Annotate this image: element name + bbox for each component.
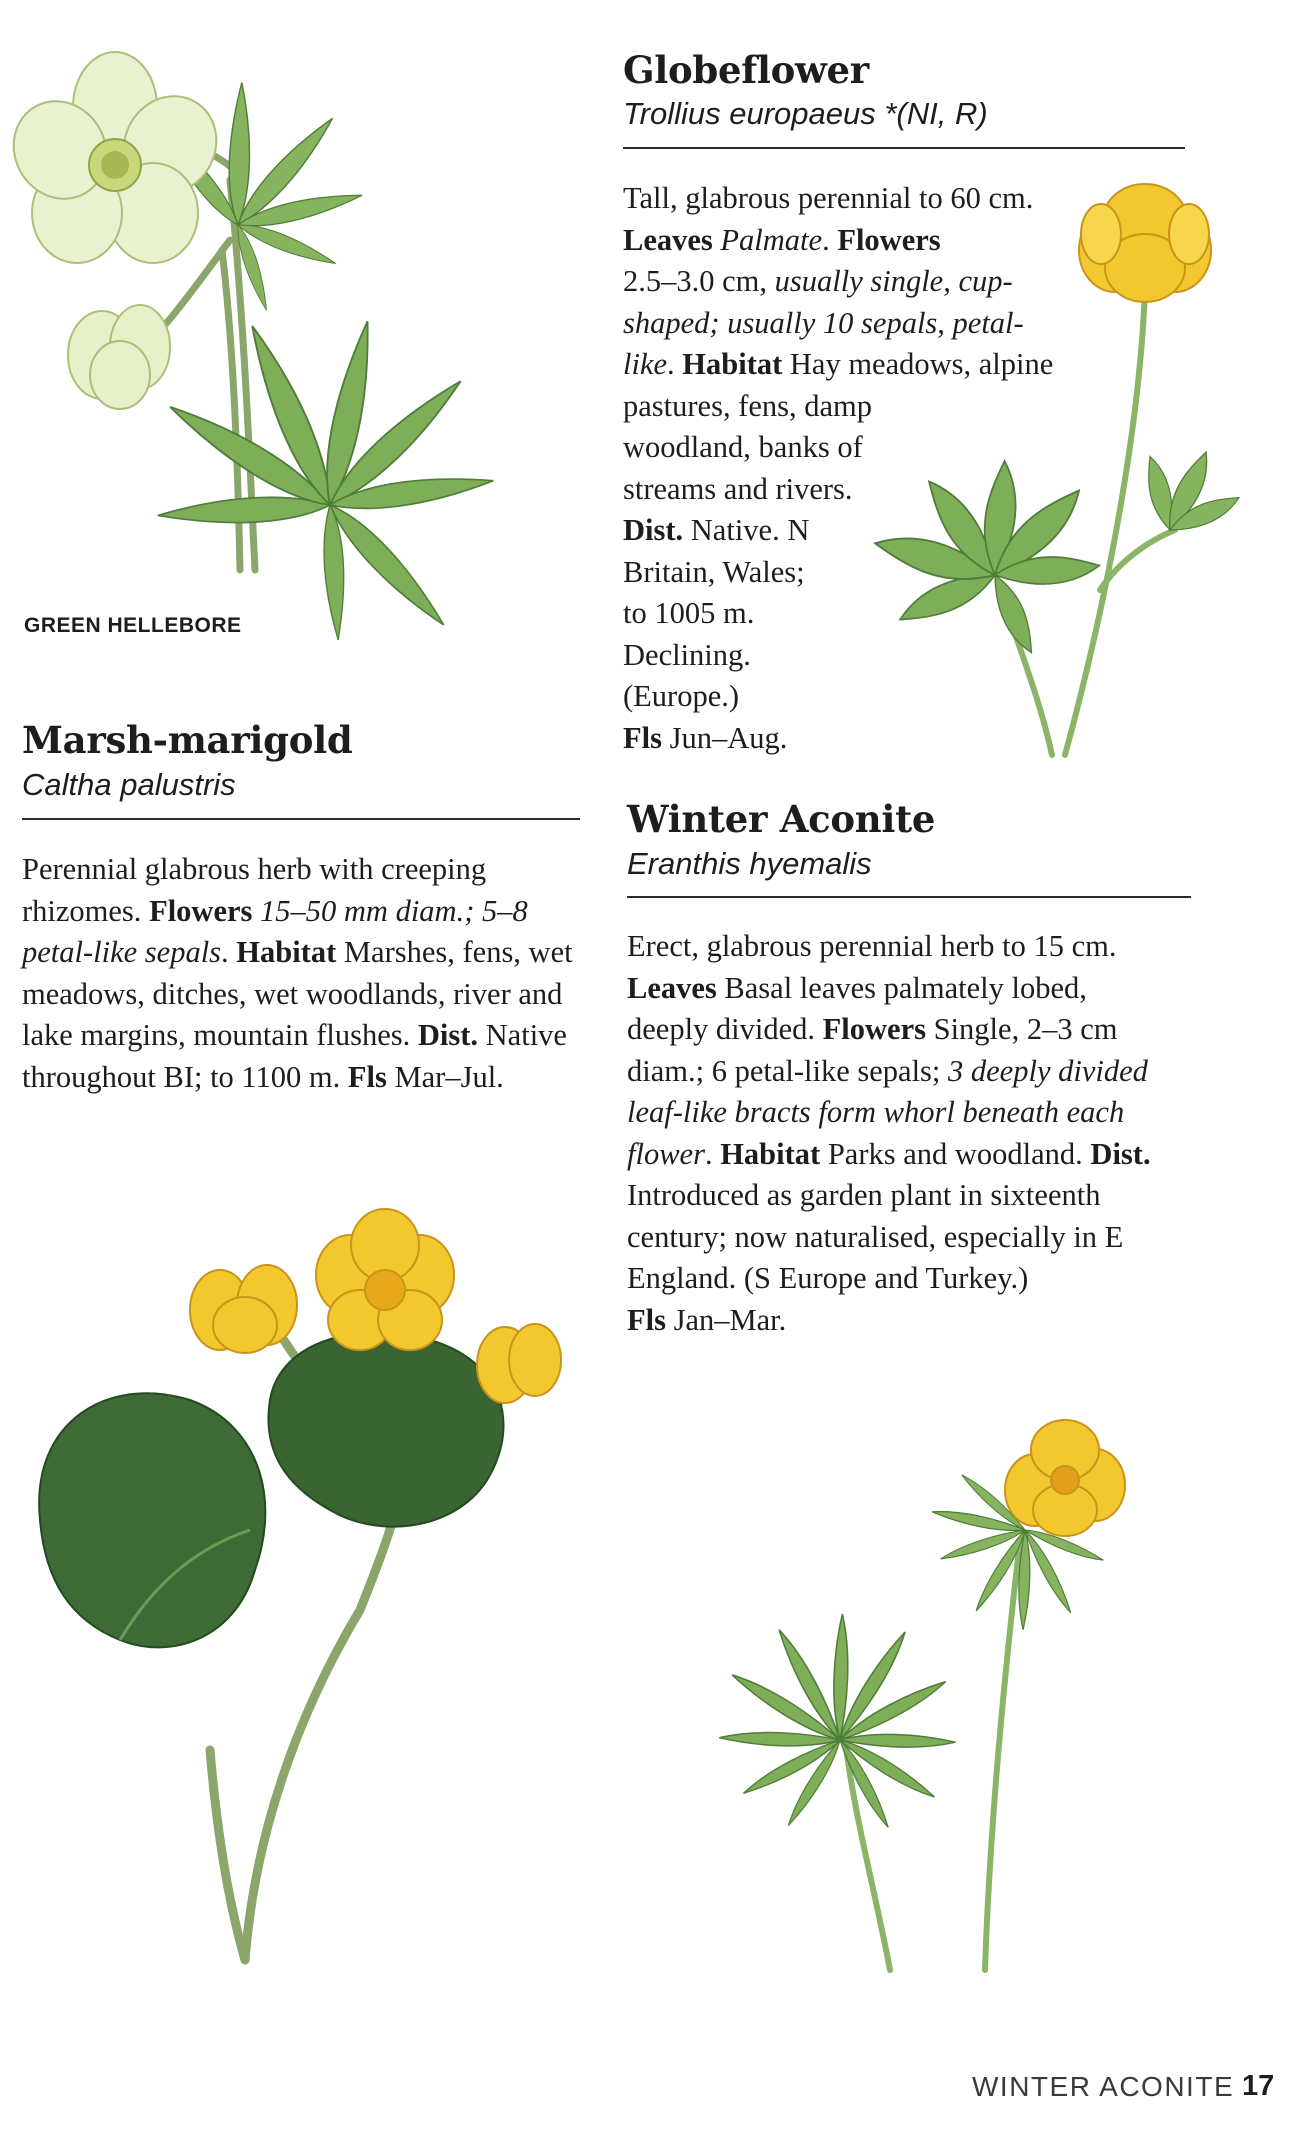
bold-term: Flowers [149,893,253,928]
text-line [627,1300,1151,1342]
text-run: woodland, banks of [623,430,863,464]
text-line [627,1051,1151,1093]
bold-term: Flowers [822,1012,926,1046]
marsh-leaf-upper [268,1333,503,1527]
text-line [623,261,1053,303]
text-run: streams and rivers. [623,471,853,506]
bold-term: Flowers [837,222,941,257]
text-run: Parks and woodland. [820,1136,1091,1171]
text-run: Hay meadows, alpine [782,347,1054,381]
text-line [22,932,573,974]
text-line [627,926,1151,968]
bold-term: Habitat [236,935,337,969]
marsh-marigold-illustration [0,1190,600,1990]
text-line [627,1092,1151,1134]
text-run [252,894,260,928]
text-line [623,635,1053,677]
text-run: 2.5–3.0 cm, [623,264,775,298]
green-hellebore-illustration [0,0,560,680]
text-line [627,1134,1151,1176]
running-footer-section: WINTER ACONITE [972,2071,1235,2102]
text-line [623,303,1053,345]
text-line [627,1217,1151,1259]
text-run: Tall, glabrous perennial to 60 cm. [623,181,1034,215]
text-line [627,1009,1151,1051]
text-run: pastures, fens, damp [623,388,873,423]
text-run: Jan–Mar. [665,1302,787,1337]
text-run: rhizomes. [22,893,150,928]
text-run: century; now naturalised, especially in E [627,1219,1124,1254]
text-run: . [221,935,237,969]
text-line [623,178,1053,220]
text-run: throughout BI; to 1100 m. [22,1059,348,1094]
text-line [623,552,1053,594]
text-line [627,968,1151,1010]
bold-term: Fls [347,1059,387,1094]
text-run: Introduced as garden plant in sixteenth [627,1178,1101,1212]
italic-text: usually single, cup- [774,264,1013,298]
text-run: deeply divided. [627,1012,823,1046]
winter-aconite-rule [627,896,1191,898]
italic-text: leaf-like bracts form whorl beneath each [627,1095,1125,1129]
bold-term: Leaves [627,970,717,1005]
marsh-marigold-rule [22,818,580,820]
globeflower-rule [623,147,1185,149]
text-run: Britain, Wales; [623,554,805,589]
marsh-leaf-large [39,1393,265,1647]
bold-term: Dist. [623,513,684,547]
text-line [623,676,1053,718]
text-run: . [704,1136,721,1171]
winter-aconite-description [627,926,1151,1341]
winter-aconite-latin-name: Eranthis hyemalis [627,846,872,881]
text-run: meadows, ditches, wet woodlands, river and [22,976,563,1011]
italic-text: petal-like sepals [22,935,222,969]
italic-text: 3 deeply divided [948,1053,1148,1088]
text-run: diam.; 6 petal-like sepals; [627,1053,949,1088]
bold-term: Fls [627,1302,666,1337]
text-line [623,344,1053,386]
text-line [623,427,1053,469]
text-run: Marshes, fens, wet [336,935,573,969]
text-line [623,718,1053,760]
bold-term: Leaves [623,222,713,257]
text-line [623,220,1053,262]
bold-term: Dist. [1090,1136,1151,1171]
bold-term: Fls [623,720,662,755]
text-run: Single, 2–3 cm [926,1012,1118,1046]
italic-text: flower [627,1136,705,1171]
marsh-marigold-description [22,849,573,1098]
text-run: lake margins, mountain flushes. [22,1018,418,1052]
globeflower-title: Globeflower [623,48,869,92]
text-run: . [667,347,683,381]
text-run: (Europe.) [623,679,740,713]
text-line [623,386,1053,428]
italic-text: like [623,347,668,381]
text-line [627,1175,1151,1217]
winter-aconite-title: Winter Aconite [627,797,936,841]
text-run: . [822,222,838,257]
text-run: to 1005 m. [623,596,755,630]
text-run: Mar–Jul. [386,1059,504,1094]
text-run: Native [478,1018,567,1052]
text-line [22,1057,573,1099]
text-line [22,849,573,891]
text-run: Perennial glabrous herb with creeping [22,852,487,886]
bold-term: Habitat [682,347,783,381]
text-run: Native. N [683,513,810,547]
globeflower-description [623,178,1053,759]
text-run: Basal leaves palmately lobed, [716,970,1087,1005]
globeflower-latin-name: Trollius europaeus *(NI, R) [623,96,988,131]
text-line [22,974,573,1016]
text-line [627,1258,1151,1300]
italic-text: Palmate [720,222,823,257]
winter-aconite-illustration [640,1370,1200,1990]
text-line [22,1015,573,1057]
text-line [22,891,573,933]
marsh-marigold-latin-name: Caltha palustris [22,767,236,802]
bold-term: Habitat [720,1136,821,1171]
text-line [623,593,1053,635]
text-run: Jun–Aug. [661,720,788,755]
green-hellebore-caption: GREEN HELLEBORE [24,614,242,637]
italic-text: shaped; usually 10 sepals, petal- [623,305,1024,340]
text-line [623,469,1053,511]
italic-text: 15–50 mm diam.; 5–8 [260,893,528,928]
bold-term: Dist. [417,1018,479,1052]
page-number: 17 [1242,2070,1275,2102]
text-run: Erect, glabrous perennial herb to 15 cm. [627,929,1117,963]
marsh-marigold-title: Marsh-marigold [22,718,353,762]
text-run: England. (S Europe and Turkey.) [627,1261,1029,1295]
text-line [623,510,1053,552]
text-run: Declining. [623,637,751,672]
